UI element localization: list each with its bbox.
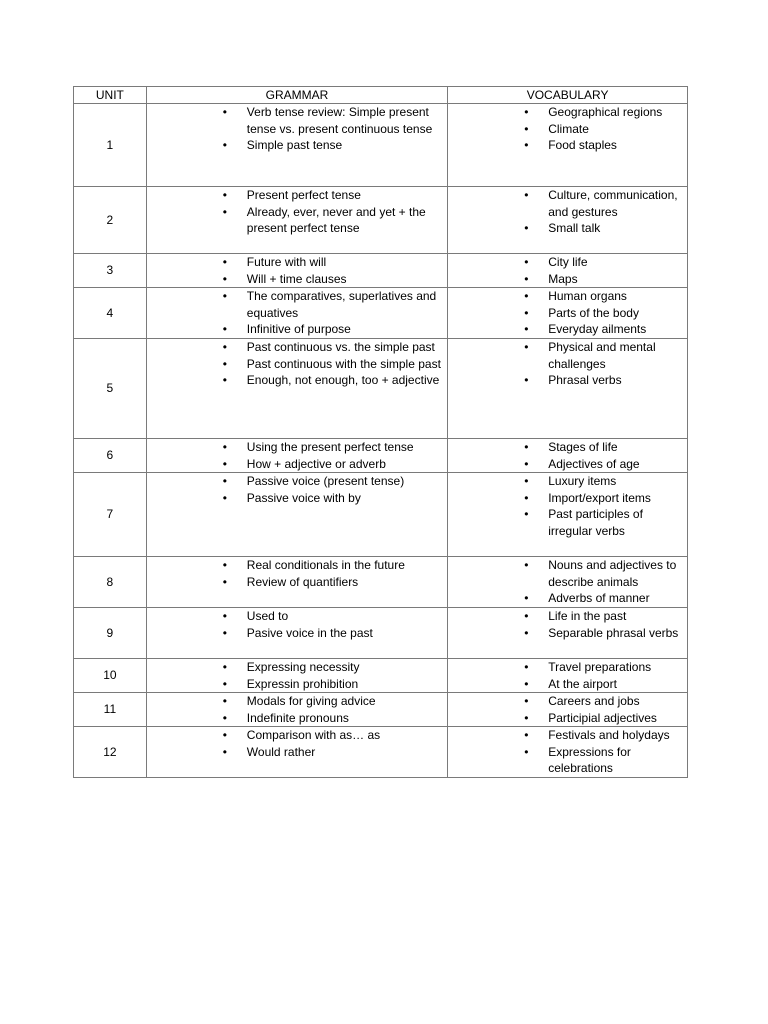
vocabulary-list [448, 439, 687, 472]
vocabulary-cell [448, 557, 688, 608]
unit-number: 4 [74, 288, 147, 339]
grammar-item: • Used to [247, 608, 443, 625]
grammar-item: • Present perfect tense [247, 187, 443, 204]
vocabulary-cell [448, 254, 688, 288]
vocabulary-list [448, 659, 687, 692]
vocabulary-item: • Physical and mental challenges [548, 339, 683, 372]
vocabulary-item: • Nouns and adjectives to describe animals [548, 557, 683, 590]
vocabulary-item: • Expressions for celebrations [548, 744, 683, 777]
vocabulary-item: • Luxury items [548, 473, 683, 490]
vocabulary-item: • Parts of the body [548, 305, 683, 322]
vocabulary-item: • Culture, communication, and gestures [548, 187, 683, 220]
grammar-item: • Expressing necessity [247, 659, 443, 676]
unit-number: 10 [74, 659, 147, 693]
vocabulary-cell [448, 439, 688, 473]
grammar-list [147, 693, 447, 726]
vocabulary-list [448, 473, 687, 539]
vocabulary-list [448, 288, 687, 338]
unit-number: 2 [74, 187, 147, 254]
vocabulary-item: • Climate [548, 121, 683, 138]
unit-number: 6 [74, 439, 147, 473]
grammar-cell [146, 254, 447, 288]
table-row [74, 659, 688, 693]
grammar-item: • The comparatives, superlatives and equatives [247, 288, 443, 321]
grammar-list [147, 187, 447, 237]
table-row [74, 339, 688, 439]
vocabulary-cell [448, 288, 688, 339]
grammar-item: • Using the present perfect tense [247, 439, 443, 456]
table-row [74, 693, 688, 727]
grammar-list [147, 288, 447, 338]
grammar-item: • Verb tense review: Simple present tense vs. present continuous tense [247, 104, 443, 137]
unit-number: 9 [74, 608, 147, 659]
grammar-item: • Review of quantifiers [247, 574, 443, 591]
vocabulary-list [448, 693, 687, 726]
vocabulary-cell [448, 693, 688, 727]
vocabulary-list [448, 608, 687, 641]
vocabulary-cell [448, 339, 688, 439]
vocabulary-item: • Human organs [548, 288, 683, 305]
grammar-item: • Future with will [247, 254, 443, 271]
grammar-item: • Would rather [247, 744, 443, 761]
unit-header: UNIT [74, 87, 147, 104]
vocabulary-item: • At the airport [548, 676, 683, 693]
grammar-list [147, 104, 447, 154]
unit-number: 7 [74, 473, 147, 557]
vocabulary-cell [448, 727, 688, 778]
vocabulary-header: VOCABULARY [448, 87, 688, 104]
vocabulary-cell [448, 187, 688, 254]
grammar-list [147, 473, 447, 506]
grammar-list [147, 659, 447, 692]
grammar-cell [146, 104, 447, 187]
grammar-item: • Infinitive of purpose [247, 321, 443, 338]
grammar-list [147, 727, 447, 760]
table-row [74, 104, 688, 187]
grammar-list [147, 439, 447, 472]
table-row [74, 727, 688, 778]
grammar-list [147, 254, 447, 287]
grammar-item: • Will + time clauses [247, 271, 443, 288]
grammar-item: • How + adjective or adverb [247, 456, 443, 473]
header-row [74, 87, 688, 104]
table-row [74, 254, 688, 288]
grammar-item: • Real conditionals in the future [247, 557, 443, 574]
vocabulary-item: • Import/export items [548, 490, 683, 507]
grammar-list [147, 557, 447, 590]
grammar-item: • Expressin prohibition [247, 676, 443, 693]
vocabulary-list [448, 727, 687, 777]
grammar-item: • Passive voice (present tense) [247, 473, 443, 490]
table-body [74, 104, 688, 778]
vocabulary-list [448, 557, 687, 607]
vocabulary-list [448, 339, 687, 389]
grammar-item: • Comparison with as… as [247, 727, 443, 744]
vocabulary-list [448, 187, 687, 237]
unit-number: 11 [74, 693, 147, 727]
table-row [74, 439, 688, 473]
grammar-item: • Past continuous vs. the simple past [247, 339, 443, 356]
grammar-cell [146, 659, 447, 693]
grammar-item: • Passive voice with by [247, 490, 443, 507]
table-row [74, 288, 688, 339]
grammar-cell [146, 693, 447, 727]
grammar-cell [146, 727, 447, 778]
unit-number: 12 [74, 727, 147, 778]
vocabulary-cell [448, 473, 688, 557]
grammar-item: • Already, ever, never and yet + the present perfect tense [247, 204, 443, 237]
vocabulary-list [448, 104, 687, 154]
unit-number: 5 [74, 339, 147, 439]
grammar-cell [146, 439, 447, 473]
grammar-item: • Indefinite pronouns [247, 710, 443, 727]
vocabulary-item: • Adjectives of age [548, 456, 683, 473]
grammar-cell [146, 339, 447, 439]
vocabulary-cell [448, 104, 688, 187]
grammar-item: • Pasive voice in the past [247, 625, 443, 642]
grammar-item: • Enough, not enough, too + adjective [247, 372, 443, 389]
vocabulary-item: • Life in the past [548, 608, 683, 625]
vocabulary-list [448, 254, 687, 287]
grammar-cell [146, 557, 447, 608]
vocabulary-item: • City life [548, 254, 683, 271]
vocabulary-item: • Travel preparations [548, 659, 683, 676]
table-row [74, 557, 688, 608]
vocabulary-item: • Past participles of irregular verbs [548, 506, 683, 539]
grammar-cell [146, 473, 447, 557]
vocabulary-item: • Festivals and holydays [548, 727, 683, 744]
vocabulary-item: • Everyday ailments [548, 321, 683, 338]
vocabulary-item: • Adverbs of manner [548, 590, 683, 607]
grammar-item: • Simple past tense [247, 137, 443, 154]
vocabulary-cell [448, 608, 688, 659]
grammar-item: • Past continuous with the simple past [247, 356, 443, 373]
grammar-item: • Modals for giving advice [247, 693, 443, 710]
vocabulary-item: • Participial adjectives [548, 710, 683, 727]
vocabulary-item: • Careers and jobs [548, 693, 683, 710]
grammar-cell [146, 608, 447, 659]
table-row [74, 473, 688, 557]
vocabulary-item: • Phrasal verbs [548, 372, 683, 389]
table-row [74, 187, 688, 254]
grammar-header: GRAMMAR [146, 87, 447, 104]
grammar-list [147, 339, 447, 389]
grammar-cell [146, 187, 447, 254]
syllabus-table [73, 86, 688, 778]
grammar-list [147, 608, 447, 641]
vocabulary-cell [448, 659, 688, 693]
table-row [74, 608, 688, 659]
vocabulary-item: • Separable phrasal verbs [548, 625, 683, 642]
vocabulary-item: • Food staples [548, 137, 683, 154]
vocabulary-item: • Geographical regions [548, 104, 683, 121]
vocabulary-item: • Stages of life [548, 439, 683, 456]
vocabulary-item: • Small talk [548, 220, 683, 237]
grammar-cell [146, 288, 447, 339]
unit-number: 3 [74, 254, 147, 288]
vocabulary-item: • Maps [548, 271, 683, 288]
unit-number: 8 [74, 557, 147, 608]
unit-number: 1 [74, 104, 147, 187]
